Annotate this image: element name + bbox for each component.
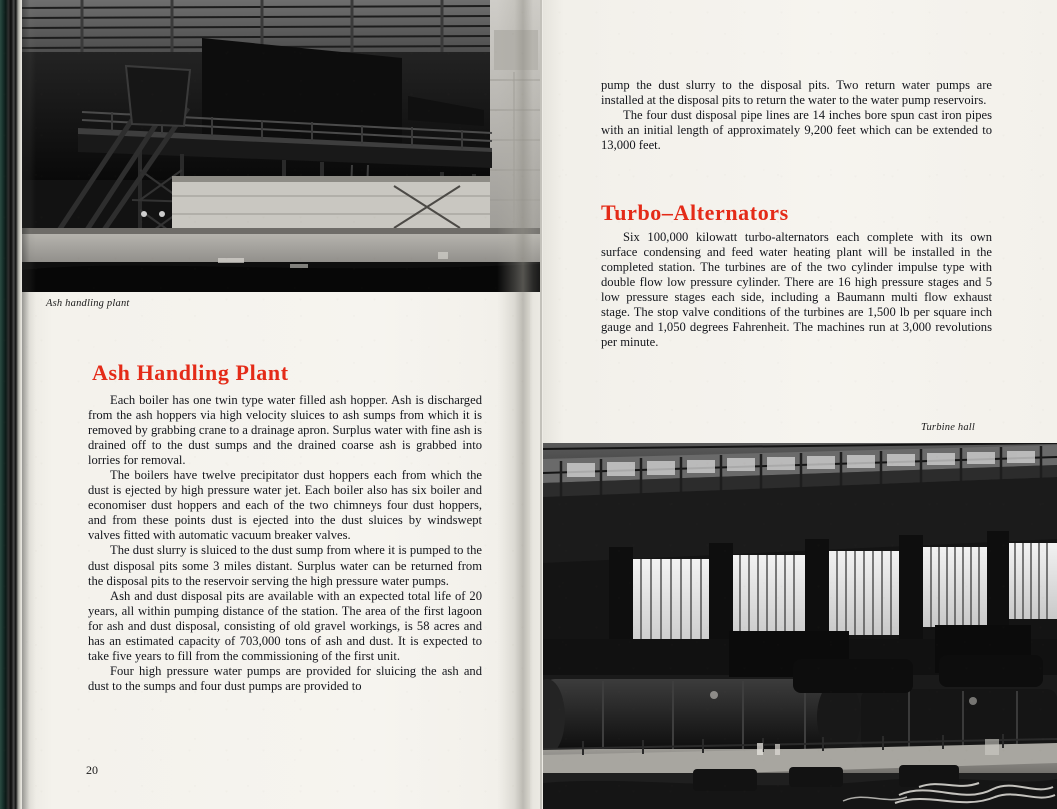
paragraph: The dust slurry is sluiced to the dust sump from where it is pumped to the dust disposal pits some 3 miles distant. Surplus water can be returned from the disposal pits to the reservoir serving the high pressure water pumps. (88, 543, 482, 588)
book-spine-edge (0, 0, 22, 809)
left-column-body (88, 393, 482, 694)
turbine-hall-photo-art (543, 443, 1057, 809)
page-number: 20 (86, 763, 98, 777)
paragraph: The four dust disposal pipe lines are 14 inches bore spun cast iron pipes with an initial length of approximately 9,200 feet which can be extended to 13,000 feet. (601, 108, 992, 153)
ash-plant-caption: Ash handling plant (46, 298, 130, 309)
paragraph: Each boiler has one twin type water filled ash hopper. Ash is discharged from the ash hoppers via high velocity sluices to ash sumps from which it is removed by grabbing crane to a drainage apron. Surplus water with fine ash is drained off to the dust sumps and the drained coarse ash is grabbed into lorries for removal. (88, 393, 482, 468)
paragraph: Six 100,000 kilowatt turbo-alternators each complete with its own surface condensing and feed water heating plant will be installed in the completed station. The turbines are of the two cylinder impulse type with double flow low pressure cylinder. There are 16 high pressure stages and 5 low pressure stages each side, including a Baumann multi flow exhaust stage. The stop valve conditions of the turbines are 1,500 lb per square inch gauge and 1,050 degrees Fahrenheit. The machines run at 3,000 revolutions per minute. (601, 230, 992, 350)
turbo-alternators-heading: Turbo–Alternators (601, 200, 789, 225)
ash-plant-photo-art (22, 0, 540, 292)
ash-handling-plant-photograph (22, 0, 540, 292)
paragraph: Ash and dust disposal pits are available with an expected total life of 20 years, all within pumping distance of the station. The area of the first lagoon for ash and dust disposal, consisting of old gravel workings, is 58 acres and has an estimated capacity of 703,000 tons of ash and dust. It is expected to take five years to fill from the commissioning of the first unit. (88, 588, 482, 663)
spine-shadow (22, 0, 36, 809)
ash-handling-plant-heading: Ash Handling Plant (92, 360, 289, 385)
turbine-hall-photograph (543, 443, 1057, 809)
right-column-body (601, 78, 992, 153)
paragraph: The boilers have twelve precipitator dust hoppers each from which the dust is ejected by high pressure water jet. Each boiler also has six boiler and economiser dust hoppers and each of the two chimneys four dust hoppers, and from these points dust is ejected into the dust sluices by windswept valves fitted with automatic vacuum breaker valves. (88, 468, 482, 543)
gutter-fold-line (540, 0, 542, 809)
paragraph: Four high pressure water pumps are provided for sluicing the ash and dust to the sumps and four dust pumps are provided to (88, 663, 482, 693)
paragraph-continued: pump the dust slurry to the disposal pits. Two return water pumps are installed at the disposal pits to return the water to the water pump reservoirs. (601, 78, 992, 108)
turbo-alternators-body (601, 230, 992, 350)
turbine-hall-caption: Turbine hall (921, 422, 976, 433)
